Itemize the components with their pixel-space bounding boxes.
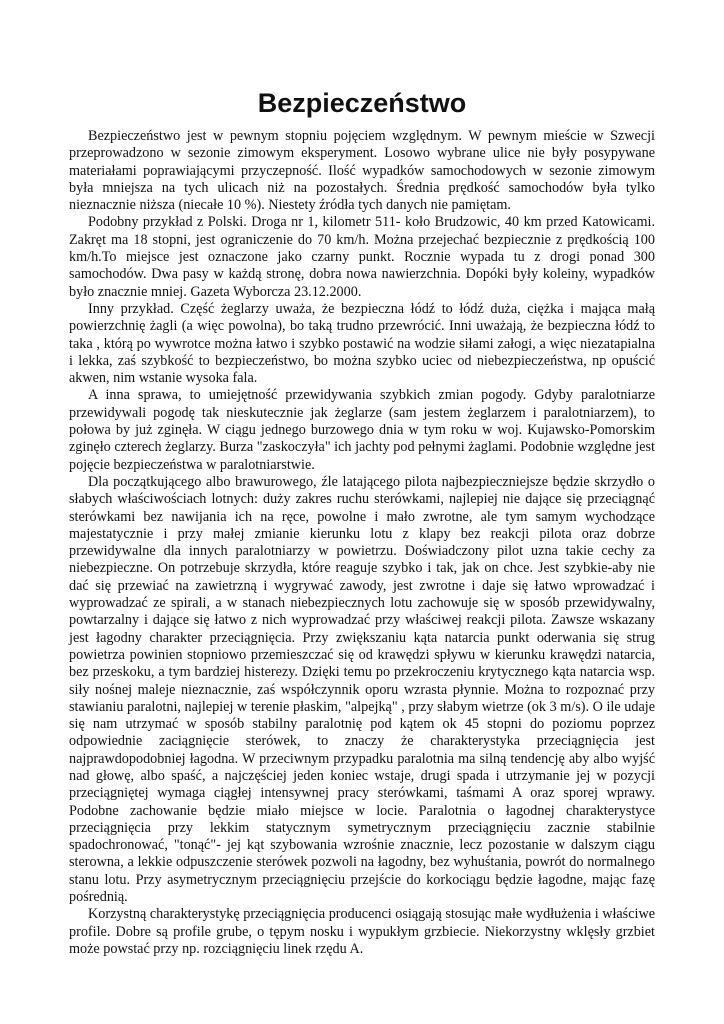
- paragraph-2: Podobny przykład z Polski. Droga nr 1, kilometr 511- koło Brudzowic, 40 km przed Katowicami. Zakręt ma 18 stopni, jest ograniczenie do 70 km/h. Można przejechać bezpiecznie z prędkością 100 km/h.To miejsce jest oznaczone jako czarny punkt. Rocznie wypada tu z drogi ponad 300 samochodów. Dwa pasy w każdą stronę, dobra nowa nawierzchnia. Dopóki były koleiny, wypadków było znacznie mniej. Gazeta Wyborcza 23.12.2000.: [69, 214, 655, 300]
- paragraph-1: Bezpieczeństwo jest w pewnym stopniu pojęciem względnym. W pewnym mieście w Szwecji przeprowadzono w sezonie zimowym eksperyment. Losowo wybrane ulice nie były posypywane materiałami poprawiającymi przyczepność. Ilość wypadków samochodowych w sezonie zimowym była mniejsza na tych ulicach niż na pozostałych. Średnia prędkość samochodów była tylko nieznacznie niższa (niecałe 10 %). Niestety źródła tych danych nie pamiętam.: [69, 128, 655, 214]
- page-title: Bezpieczeństwo: [257, 88, 467, 118]
- paragraph-4: A inna sprawa, to umiejętność przewidywania szybkich zmian pogody. Gdyby paralotniarze przewidywali pogodę tak nieskutecznie jak żeglarze (sam jestem żeglarzem i paralotniarzem), to połowa by już zginęła. W ciągu jednego burzowego dnia w tym roku w woj. Kujawsko-Pomorskim zginęło czterech żeglarzy. Burza "zaskoczyła" ich jachty pod pełnymi żaglami. Podobnie względne jest pojęcie bezpieczeństwa w paralotniarstwie.: [69, 387, 655, 473]
- paragraph-3: Inny przykład. Część żeglarzy uważa, że bezpieczna łódź to łódź duża, ciężka i mająca małą powierzchnię żagli (a więc powolna), bo taką trudno przewrócić. Inni uważają, że bezpieczna łódź to taka , którą po wywrotce można łatwo i szybko postawić na wodzie siłami załogi, a więc niezatapialna i lekka, zaś szybkość to bezpieczeństwo, bo można szybko uciec od niebezpieczeństwa, np opuścić akwen, nim wstanie wysoka fala.: [69, 300, 655, 387]
- document-page: [69, 86, 655, 958]
- paragraph-5: Dla początkującego albo brawurowego, źle latającego pilota najbezpieczniejsze będzie skrzydło o słabych właściwościach lotnych: duży zakres ruchu sterówkami, najlepiej nie dające się przeciągnąć sterówkami bez nawijania ich na ręce, powolne i mało zwrotne, ale tym samym wychodzące majestatycznie i przy małej zmianie kierunku lotu z klapy bez reakcji pilota oraz dobrze przewidywalne dla innych paralotniarzy w powietrzu. Doświadczony pilot uzna takie cechy za niebezpieczne. On potrzebuje skrzydła, które reaguje szybko i tak, jak on chce. Jest szybkie-aby nie dać się przewiać na zawietrzną i wygrywać zawody, jest zwrotne i daje się łatwo wprowadzać i wyprowadzać ze spirali, a w stanach niebezpiecznych lotu zachowuje się w sposób przewidywalny, powtarzalny i dające się łatwo z nich wyprowadzać przy właściwej reakcji pilota. Zawsze wskazany jest łagodny charakter przeciągnięcia. Przy zwiększaniu kąta natarcia punkt oderwania się strug powietrza powinien stopniowo przemieszczać się od krawędzi spływu w kierunku krawędzi natarcia, bez przeskoku, a tym bardziej histerezy. Dzięki temu po przekroczeniu krytycznego kąta natarcia wsp. siły nośnej maleje nieznacznie, zaś współczynnik oporu wzrasta płynnie. Można to rozpoznać przy stawianiu paralotni, najlepiej w terenie płaskim, "alpejką" , przy słabym wietrze (ok 3 m/s). O ile udaje się nam utrzymać w sposób stabilny paralotnię pod kątem ok 45 stopni do poziomu poprzez odpowiednie zaciągnięcie sterówek, to znaczy że charakterystyka przeciągnięcia jest najprawdopodobniej łagodna. W przeciwnym przypadku paralotnia ma silną tendencję aby albo wyjść nad głowę, albo spaść, a najczęściej jeden koniec wstaje, drugi spada i utrzymanie jej w pozycji przeciągniętej wymaga ciągłej intensywnej pracy sterówkami, taśmami A oraz sporej wprawy. Podobne zachowanie będzie miało miejsce w locie. Paralotnia o łagodnej charakterystyce przeciągnięcia przy lekkim statycznym symetrycznym przeciągnięciu zacznie stabilnie spadochronować, "tonąć"- jej kąt szybowania wzrośnie znacznie, lecz pozostanie w dalszym ciągu sterowna, a lekkie odpuszczenie sterówek pozwoli na łagodny, bez wyhuśtania, powrót do normalnego stanu lotu. Przy asymetrycznym przeciągnięciu przejście do korkociągu będzie łagodne, mając fazę pośrednią.: [69, 473, 655, 906]
- paragraph-6: Korzystną charakterystykę przeciągnięcia producenci osiągają stosując małe wydłużenia i właściwe profile. Dobre są profile grube, o tępym nosku i wypukłym grzbiecie. Niekorzystny wklęsły grzbiet może powstać przy np. rozciągnięciu linek rzędu A.: [69, 906, 655, 957]
- document-body: [69, 128, 655, 958]
